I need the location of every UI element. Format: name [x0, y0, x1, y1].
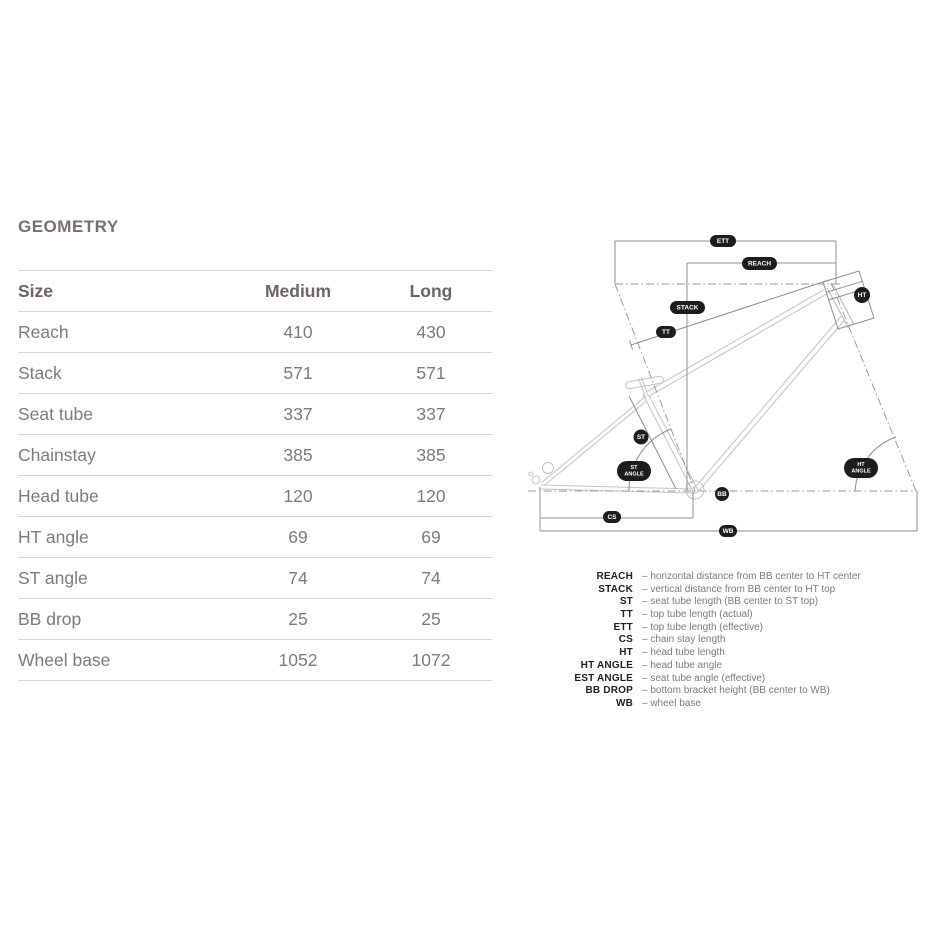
legend	[520, 571, 900, 711]
legend-term: HT	[619, 647, 633, 659]
cell-long: 385	[370, 435, 492, 476]
col-header-size: Size	[18, 271, 226, 312]
rear-dropout	[543, 463, 554, 474]
legend-term: EST ANGLE	[574, 672, 633, 684]
ht-angle-label-line1: HT	[857, 462, 865, 468]
legend-desc: – wheel base	[642, 697, 701, 709]
legend-term: REACH	[596, 571, 633, 582]
frame-outline	[529, 286, 851, 491]
cell-medium: 25	[226, 599, 370, 640]
legend-item	[520, 609, 900, 622]
cell-medium: 69	[226, 517, 370, 558]
cell-long: 120	[370, 476, 492, 517]
legend-item	[520, 584, 900, 597]
legend-item	[520, 698, 900, 711]
legend-term: TT	[620, 609, 633, 621]
st-angle-label-line1: ST	[630, 465, 638, 471]
cell-long: 571	[370, 353, 492, 394]
cell-medium: 337	[226, 394, 370, 435]
legend-item	[520, 685, 900, 698]
legend-term: STACK	[598, 583, 633, 595]
table-row	[18, 558, 492, 599]
st-label: ST	[636, 434, 646, 441]
table-row	[18, 435, 492, 476]
cell-long: 430	[370, 312, 492, 353]
legend-desc: – head tube length	[642, 647, 725, 659]
cell-medium: 571	[226, 353, 370, 394]
table-row	[18, 476, 492, 517]
row-label: Seat tube	[18, 394, 226, 435]
table-row	[18, 353, 492, 394]
row-label: Wheel base	[18, 640, 226, 681]
table-row	[18, 517, 492, 558]
legend-desc: – seat tube angle (effective)	[642, 672, 766, 684]
cell-long: 337	[370, 394, 492, 435]
cell-medium: 120	[226, 476, 370, 517]
legend-item	[520, 647, 900, 660]
table-row	[18, 394, 492, 435]
geometry-table	[18, 270, 492, 681]
legend-desc: – bottom bracket height (BB center to WB)	[642, 685, 830, 697]
rear-dropout-small	[532, 476, 540, 484]
table-row	[18, 599, 492, 640]
cell-long: 69	[370, 517, 492, 558]
legend-desc: – vertical distance from BB center to HT top	[642, 583, 836, 595]
legend-item	[520, 660, 900, 673]
cell-medium: 74	[226, 558, 370, 599]
col-header-long: Long	[370, 271, 492, 312]
legend-item	[520, 673, 900, 686]
cell-long: 25	[370, 599, 492, 640]
legend-desc: – top tube length (actual)	[642, 609, 753, 621]
st-angle-label-line2: ANGLE	[624, 471, 644, 478]
cell-medium: 385	[226, 435, 370, 476]
cell-long: 74	[370, 558, 492, 599]
row-label: HT angle	[18, 517, 226, 558]
legend-term: BB DROP	[585, 685, 633, 697]
ett-label: ETT	[716, 238, 730, 245]
row-label: Reach	[18, 312, 226, 353]
legend-term: CS	[618, 634, 633, 646]
cell-medium: 1052	[226, 640, 370, 681]
legend-term: WB	[615, 697, 633, 709]
legend-desc: – horizontal distance from BB center to HT center	[642, 571, 861, 582]
stack-label: STACK	[676, 304, 699, 312]
wb-label: WB	[722, 528, 734, 535]
row-label: Head tube	[18, 476, 226, 517]
bike-frame-diagram	[520, 228, 928, 543]
legend-term: ETT	[613, 621, 633, 633]
tt-label: TT	[662, 329, 670, 336]
legend-item	[520, 596, 900, 609]
legend-item	[520, 622, 900, 635]
col-header-medium: Medium	[226, 271, 370, 312]
row-label: BB drop	[18, 599, 226, 640]
ht-label: HT	[857, 292, 867, 299]
cell-long: 1072	[370, 640, 492, 681]
page-title: GEOMETRY	[18, 217, 119, 236]
row-label: ST angle	[18, 558, 226, 599]
legend-desc: – chain stay length	[642, 634, 726, 646]
table-row	[18, 640, 492, 681]
legend-term: ST	[619, 596, 633, 608]
legend-item	[520, 571, 900, 584]
bb-label: BB	[717, 491, 727, 498]
cs-label: CS	[607, 514, 617, 521]
legend-desc: – seat tube length (BB center to ST top)	[642, 596, 819, 608]
cell-medium: 410	[226, 312, 370, 353]
table-header-row	[18, 271, 492, 312]
legend-item	[520, 634, 900, 647]
row-label: Chainstay	[18, 435, 226, 476]
legend-desc: – head tube angle	[642, 659, 723, 671]
legend-desc: – top tube length (effective)	[642, 621, 764, 633]
row-label: Stack	[18, 353, 226, 394]
table-row	[18, 312, 492, 353]
reach-label: REACH	[747, 260, 772, 268]
legend-term: HT ANGLE	[580, 659, 633, 671]
ht-angle-label-line2: ANGLE	[851, 468, 871, 475]
